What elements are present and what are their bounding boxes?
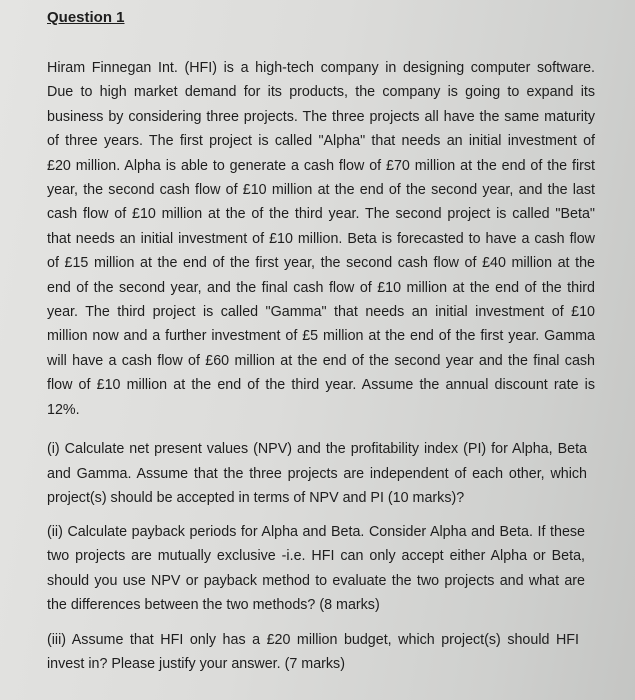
part-ii-line: (ii) Calculate payback periods for Alpha and Beta. Consider Alpha and Beta. If these: [47, 524, 585, 540]
paragraph-line: year, the second cash flow of £10 million at the end of the second year, and the last: [47, 182, 595, 198]
paragraph-line: flow of £10 million at the end of the third year. Assume the annual discount rate is: [47, 377, 595, 393]
paragraph-line: Due to high market demand for its products, the company is going to expand its: [47, 84, 595, 100]
paragraph-line: £20 million. Alpha is able to generate a cash flow of £70 million at the end of the first: [47, 158, 595, 174]
part-ii-line: two projects are mutually exclusive -i.e. HFI can only accept either Alpha or Beta,: [47, 548, 585, 564]
paragraph-line: Hiram Finnegan Int. (HFI) is a high-tech company in designing computer software.: [47, 60, 595, 76]
paragraph-line: of three years. The first project is called "Alpha" that needs an initial investment of: [47, 133, 595, 149]
paragraph-line: that needs an initial investment of £10 million. Beta is forecasted to have a cash flow: [47, 231, 595, 247]
paragraph-line: million now and a further investment of £5 million at the end of the first year. Gamma: [47, 328, 595, 344]
part-i-line: (i) Calculate net present values (NPV) and the profitability index (PI) for Alpha, Beta: [47, 441, 587, 457]
paragraph-line: will have a cash flow of £60 million at the end of the second year and the final cash: [47, 353, 595, 369]
paragraph-line: cash flow of £10 million at the of the third year. The second project is called "Beta": [47, 206, 595, 222]
part-i-line: project(s) should be accepted in terms of NPV and PI (10 marks)?: [47, 490, 465, 506]
part-ii-line: should you use NPV or payback method to evaluate the two projects and what are: [47, 573, 585, 589]
paragraph-line: year. The third project is called "Gamma" that needs an initial investment of £10: [47, 304, 595, 320]
part-iii-line: (iii) Assume that HFI only has a £20 million budget, which project(s) should HFI: [47, 632, 579, 648]
part-iii-line: invest in? Please justify your answer. (7 marks): [47, 656, 345, 672]
question-title: Question 1: [47, 9, 125, 26]
paragraph-line: 12%.: [47, 402, 80, 418]
part-ii-line: the differences between the two methods? (8 marks): [47, 597, 380, 613]
paragraph-line: of £15 million at the end of the first year, the second cash flow of £40 million at the: [47, 255, 595, 271]
paragraph-line: end of the second year, and the final cash flow of £10 million at the end of the third: [47, 280, 595, 296]
paragraph-line: business by considering three projects. The three projects all have the same maturity: [47, 109, 595, 125]
part-i-line: and Gamma. Assume that the three projects are independent of each other, which: [47, 466, 587, 482]
